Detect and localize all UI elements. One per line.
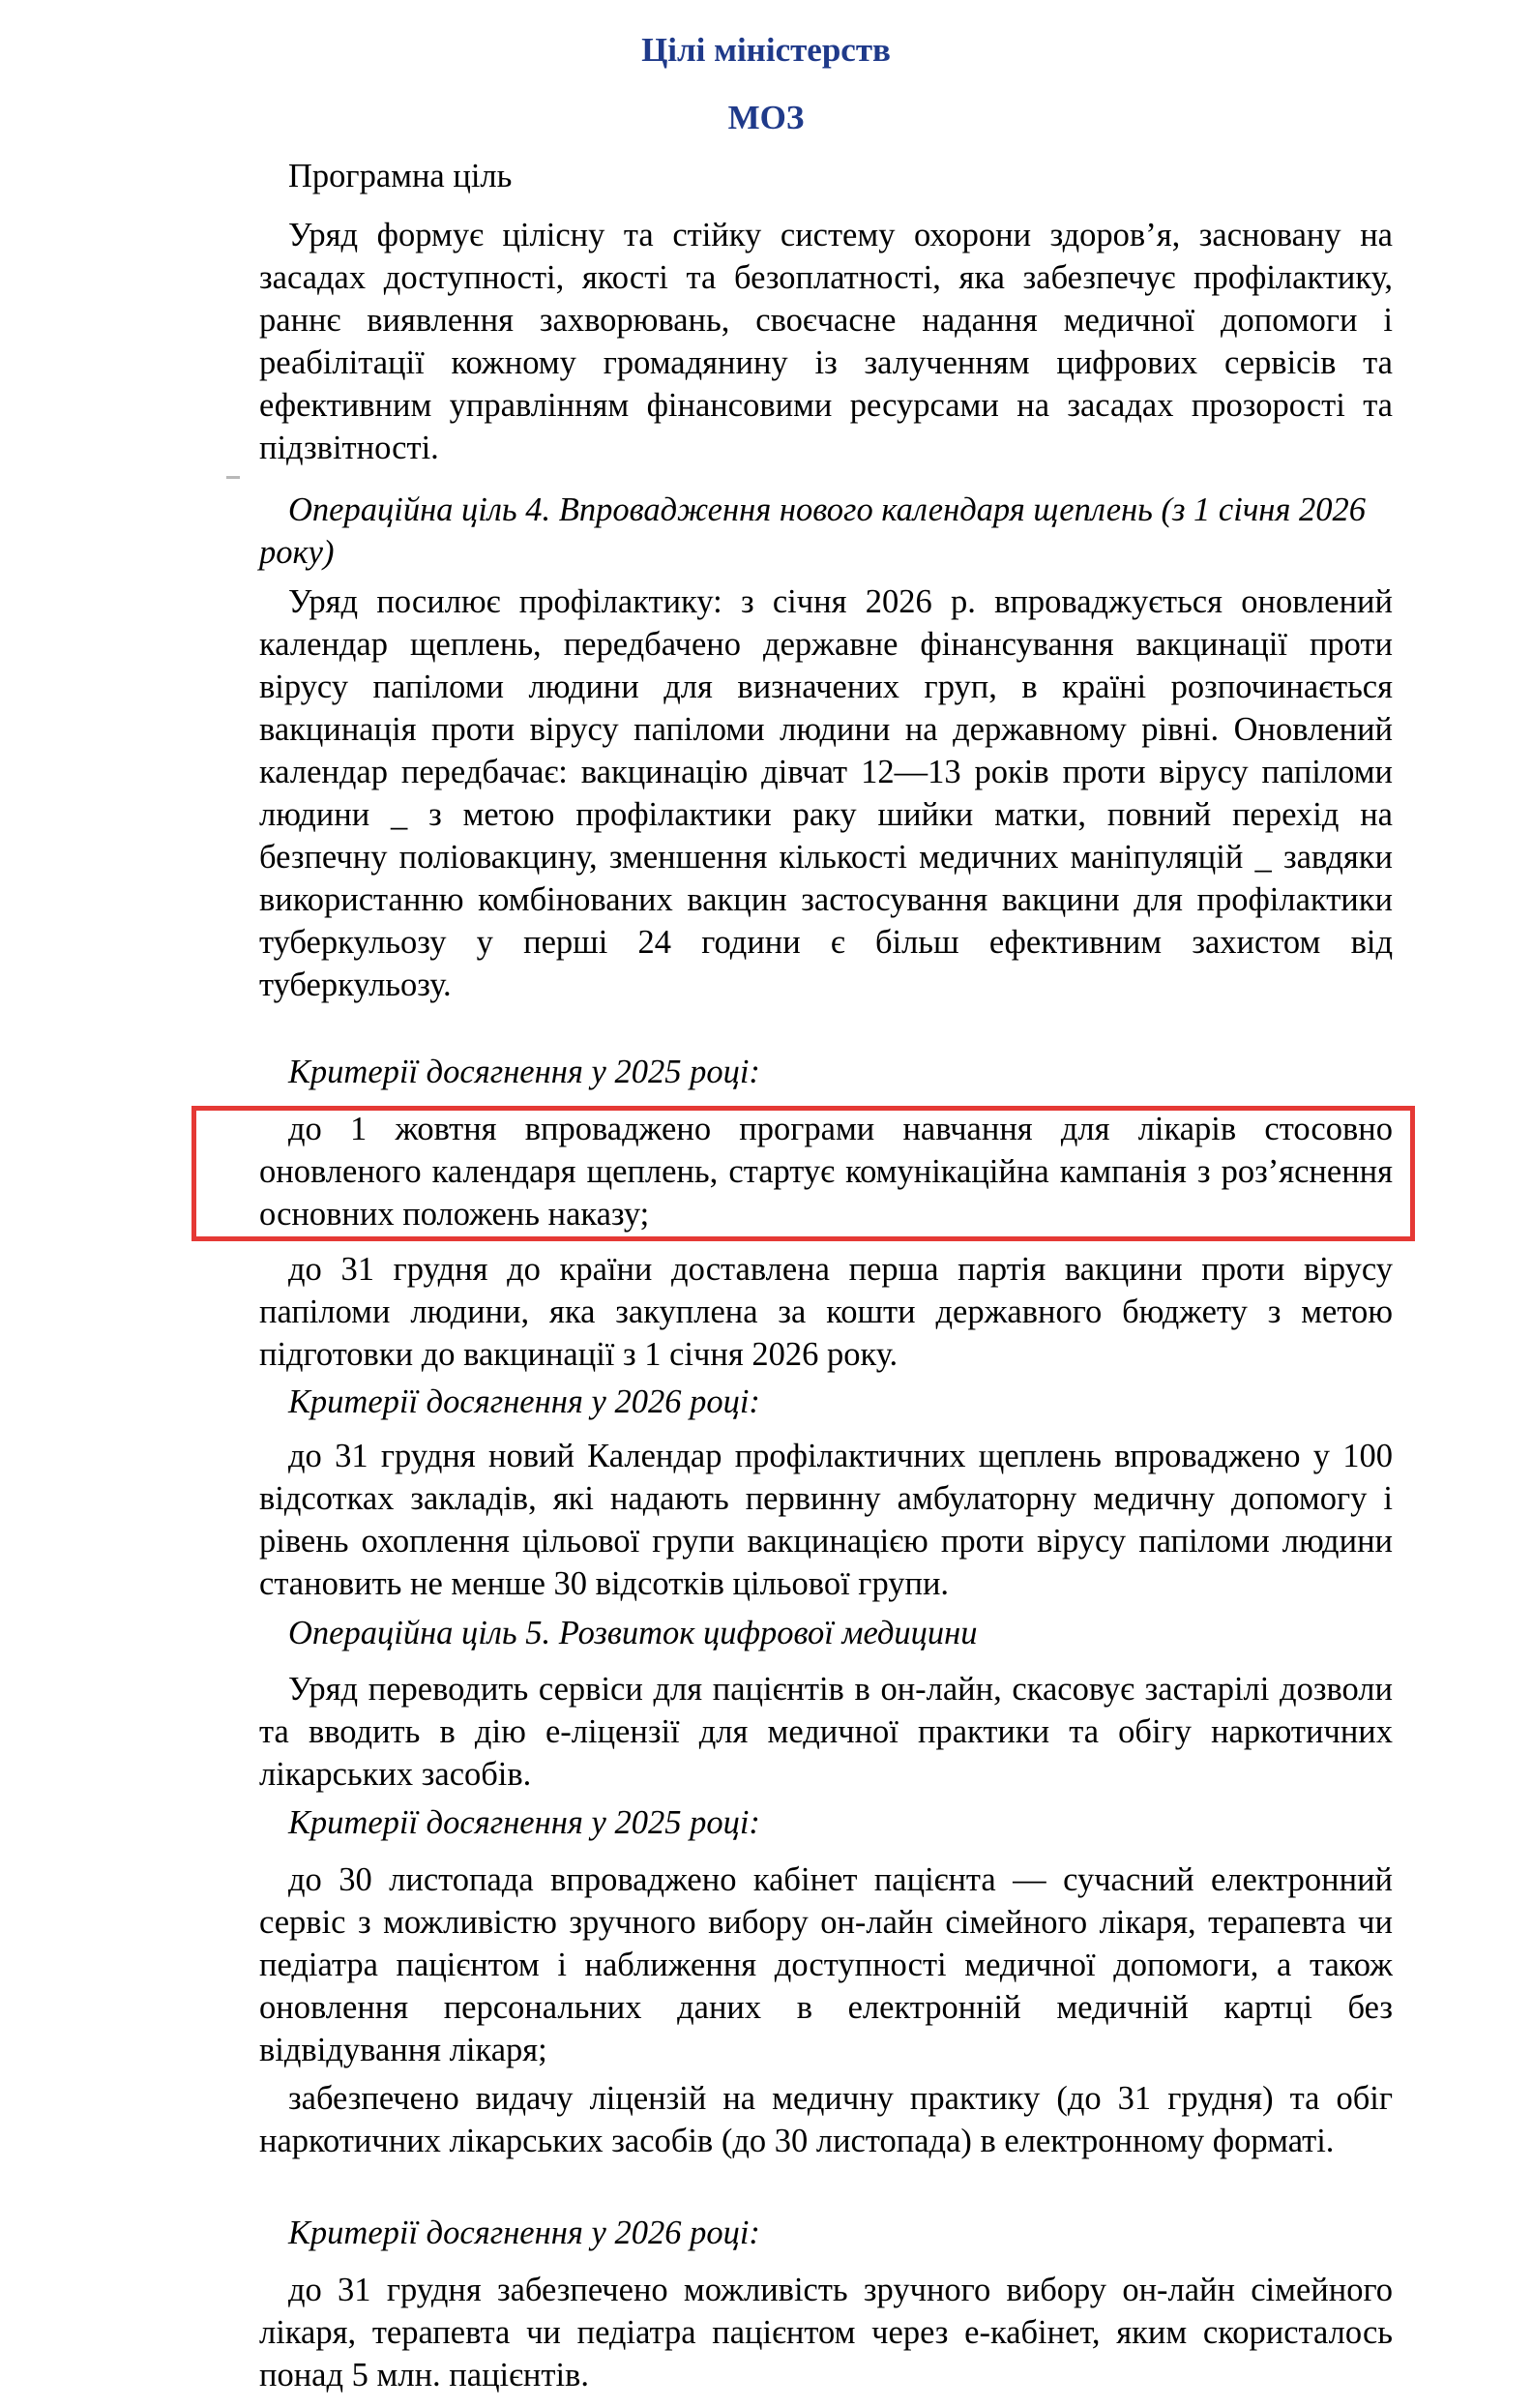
op-goal-4-criteria-2025-label: Критерії досягнення у 2025 році:: [288, 1054, 760, 1090]
op-goal-4-text: Уряд посилює профілактику: з січня 2026 р. впроваджується оновлений календар щеплень, передбачено державне фінансування вакцинації проти вірусу папіломи людини для визначених груп, в країні розпочинається вакцинація проти вірусу папіломи людини на державному рівні. Оновлений календар передбачає: вакцинацію дівчат 12—13 років проти вірусу папіломи людини _ з метою профілактики раку шийки матки, повний перехід на безпечну поліовакцину, зменшення кількості медичних маніпуляцій _ завдяки використанню комбінованих вакцин застосування вакцини для профілактики туберкульозу у перші 24 години є більш ефективним захистом від туберкульозу.: [259, 583, 1393, 1003]
op-goal-4-criteria-2025-item-2: до 31 грудня до країни доставлена перша партія вакцини проти вірусу папіломи людини, яка закуплена за кошти державного бюджету з метою підготовки до вакцинації з 1 січня 2026 року.: [259, 1251, 1393, 1373]
op-goal-5-criteria-2026-label: Критерії досягнення у 2026 році:: [288, 2215, 760, 2251]
program-goal-label: Програмна ціль: [288, 158, 513, 194]
op-goal-4-criteria-2026-label: Критерії досягнення у 2026 році:: [288, 1383, 760, 1420]
op-goal-5-criteria-2026-item-1: до 31 грудня забезпечено можливість зручного вибору он-лайн сімейного лікаря, терапевта чи педіатра пацієнтом через е-кабінет, яким скористалось понад 5 млн. пацієнтів.: [259, 2272, 1393, 2393]
scan-artifact: [226, 476, 240, 479]
page-title: Цілі міністерств: [641, 31, 891, 69]
op-goal-5-criteria-2025-label: Критерії досягнення у 2025 році:: [288, 1804, 760, 1841]
op-goal-4-title: Операційна ціль 4. Впровадження нового календаря щеплень (з 1 січня 2026 року): [259, 491, 1367, 571]
op-goal-5-text: Уряд переводить сервіси для пацієнтів в он-лайн, скасовує застарілі дозволи та вводить в дію е-ліцензії для медичної практики та обігу наркотичних лікарських засобів.: [259, 1671, 1393, 1793]
op-goal-4-criteria-2026-item-1: до 31 грудня новий Календар профілактичних щеплень впроваджено у 100 відсотках закладів, які надають первинну амбулаторну медичну допомогу і рівень охоплення цільової групи вакцинацією проти вірусу папіломи людини становить не менше 30 відсотків цільової групи.: [259, 1438, 1393, 1602]
op-goal-5-criteria-2025-item-1: до 30 листопада впроваджено кабінет пацієнта — сучасний електронний сервіс з можливістю зручного вибору он-лайн сімейного лікаря, терапевта чи педіатра пацієнтом і наближення доступності медичної допомоги, а також оновлення персональних даних в електронній медичній картці без відвідування лікаря;: [259, 1861, 1393, 2068]
op-goal-5-title: Операційна ціль 5. Розвиток цифрової медицини: [288, 1615, 978, 1651]
op-goal-4-criteria-2025-item-1: до 1 жовтня впроваджено програми навчання для лікарів стосовно оновленого календаря щеплень, стартує комунікаційна кампанія з роз’яснення основних положень наказу;: [259, 1111, 1393, 1233]
op-goal-5-criteria-2025-item-2: забезпечено видачу ліцензій на медичну практику (до 31 грудня) та обіг наркотичних лікарських засобів (до 30 листопада) в електронному форматі.: [259, 2080, 1393, 2159]
program-goal-text: Уряд формує цілісну та стійку систему охорони здоров’я, засновану на засадах доступності, якості та безоплатності, яка забезпечує профілактику, раннє виявлення захворювань, своєчасне надання медичної допомоги і реабілітації кожному громадянину із залученням цифрових сервісів та ефективним управлінням фінансовими ресурсами на засадах прозорості та підзвітності.: [259, 217, 1393, 466]
ministry-name: МОЗ: [727, 99, 805, 136]
